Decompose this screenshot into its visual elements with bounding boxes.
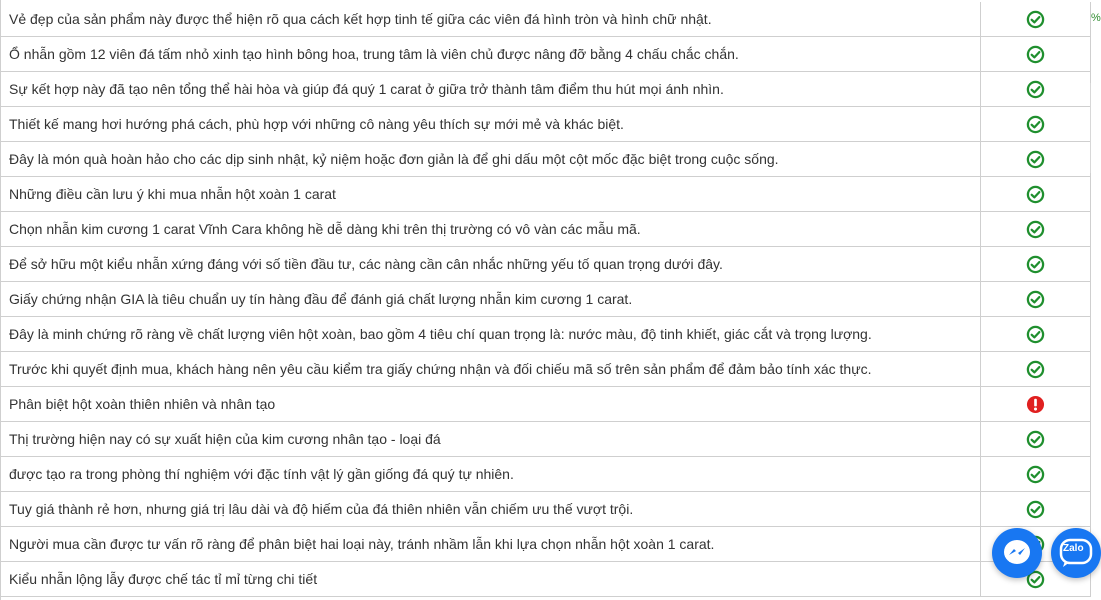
row-text: Những điều cần lưu ý khi mua nhẫn hột xoàn 1 carat xyxy=(1,177,981,211)
edge-fragment: % xyxy=(1091,12,1101,24)
status-cell xyxy=(981,142,1091,176)
status-cell xyxy=(981,72,1091,106)
check-icon xyxy=(1026,325,1045,344)
row-text: Phân biệt hột xoàn thiên nhiên và nhân tạo xyxy=(1,387,981,421)
table-row xyxy=(1,177,1091,212)
check-icon xyxy=(1026,115,1045,134)
row-text: Đây là minh chứng rõ ràng về chất lượng viên hột xoàn, bao gồm 4 tiêu chí quan trọng là: nước màu, độ tinh khiết, giác cắt và trọng lượng. xyxy=(1,317,981,351)
messenger-button[interactable] xyxy=(992,528,1042,578)
check-icon xyxy=(1026,290,1045,309)
status-cell xyxy=(981,37,1091,71)
table-row xyxy=(1,562,1091,597)
messenger-icon xyxy=(992,528,1042,578)
check-icon xyxy=(1026,500,1045,519)
table-row xyxy=(1,107,1091,142)
table-row xyxy=(1,212,1091,247)
table-row xyxy=(1,72,1091,107)
table-row xyxy=(1,37,1091,72)
table-row xyxy=(1,142,1091,177)
status-cell xyxy=(981,352,1091,386)
status-cell xyxy=(981,212,1091,246)
table-row xyxy=(1,387,1091,422)
check-icon xyxy=(1026,360,1045,379)
status-cell xyxy=(981,177,1091,211)
table-row xyxy=(1,317,1091,352)
check-icon xyxy=(1026,430,1045,449)
zalo-label: Zalo xyxy=(1063,543,1084,554)
row-text: Trước khi quyết định mua, khách hàng nên yêu cầu kiểm tra giấy chứng nhận và đối chiếu mã số trên sản phẩm để đảm bảo tính xác thực. xyxy=(1,352,981,386)
check-icon xyxy=(1026,185,1045,204)
row-text: được tạo ra trong phòng thí nghiệm với đặc tính vật lý gần giống đá quý tự nhiên. xyxy=(1,457,981,491)
check-icon xyxy=(1026,45,1045,64)
row-text: Thiết kế mang hơi hướng phá cách, phù hợp với những cô nàng yêu thích sự mới mẻ và khác biệt. xyxy=(1,107,981,141)
status-cell xyxy=(981,2,1091,36)
check-icon xyxy=(1026,465,1045,484)
table-row xyxy=(1,457,1091,492)
row-text: Đây là món quà hoàn hảo cho các dịp sinh nhật, kỷ niệm hoặc đơn giản là để ghi dấu một cột mốc đặc biệt trong cuộc sống. xyxy=(1,142,981,176)
row-text: Chọn nhẫn kim cương 1 carat Vĩnh Cara không hề dễ dàng khi trên thị trường có vô vàn các mẫu mã. xyxy=(1,212,981,246)
row-text: Ổ nhẫn gồm 12 viên đá tấm nhỏ xinh tạo hình bông hoa, trung tâm là viên chủ được nâng đỡ bằng 4 chấu chắc chắn. xyxy=(1,37,981,71)
check-icon xyxy=(1026,80,1045,99)
row-text: Thị trường hiện nay có sự xuất hiện của kim cương nhân tạo - loại đá xyxy=(1,422,981,456)
table-row xyxy=(1,492,1091,527)
error-icon xyxy=(1026,395,1045,414)
row-text: Để sở hữu một kiểu nhẫn xứng đáng với số tiền đầu tư, các nàng cần cân nhắc những yếu tố quan trọng dưới đây. xyxy=(1,247,981,281)
status-cell xyxy=(981,387,1091,421)
row-text: Giấy chứng nhận GIA là tiêu chuẩn uy tín hàng đầu để đánh giá chất lượng nhẫn kim cương 1 carat. xyxy=(1,282,981,316)
table-row xyxy=(1,247,1091,282)
check-icon xyxy=(1026,255,1045,274)
row-text: Tuy giá thành rẻ hơn, nhưng giá trị lâu dài và độ hiếm của đá thiên nhiên vẫn chiếm ưu thế vượt trội. xyxy=(1,492,981,526)
table-row xyxy=(1,282,1091,317)
row-text: Người mua cần được tư vấn rõ ràng để phân biệt hai loại này, tránh nhầm lẫn khi lựa chọn nhẫn hột xoàn 1 carat. xyxy=(1,527,981,561)
table-row xyxy=(1,2,1091,37)
row-text: Vẻ đẹp của sản phẩm này được thể hiện rõ qua cách kết hợp tinh tế giữa các viên đá hình tròn và hình chữ nhật. xyxy=(1,2,981,36)
status-cell xyxy=(981,247,1091,281)
row-text: Sự kết hợp này đã tạo nên tổng thể hài hòa và giúp đá quý 1 carat ở giữa trở thành tâm điểm thu hút mọi ánh nhìn. xyxy=(1,72,981,106)
status-cell xyxy=(981,107,1091,141)
scrollbar-track[interactable] xyxy=(1090,83,1091,173)
check-icon xyxy=(1026,10,1045,29)
table-row xyxy=(1,352,1091,387)
check-icon xyxy=(1026,150,1045,169)
status-cell xyxy=(981,422,1091,456)
check-icon xyxy=(1026,220,1045,239)
table-row xyxy=(1,527,1091,562)
row-text: Kiểu nhẫn lộng lẫy được chế tác tỉ mỉ từng chi tiết xyxy=(1,562,981,596)
table-row xyxy=(1,422,1091,457)
status-cell xyxy=(981,492,1091,526)
status-cell xyxy=(981,317,1091,351)
zalo-button[interactable] xyxy=(1051,528,1101,578)
status-cell xyxy=(981,282,1091,316)
status-cell xyxy=(981,457,1091,491)
